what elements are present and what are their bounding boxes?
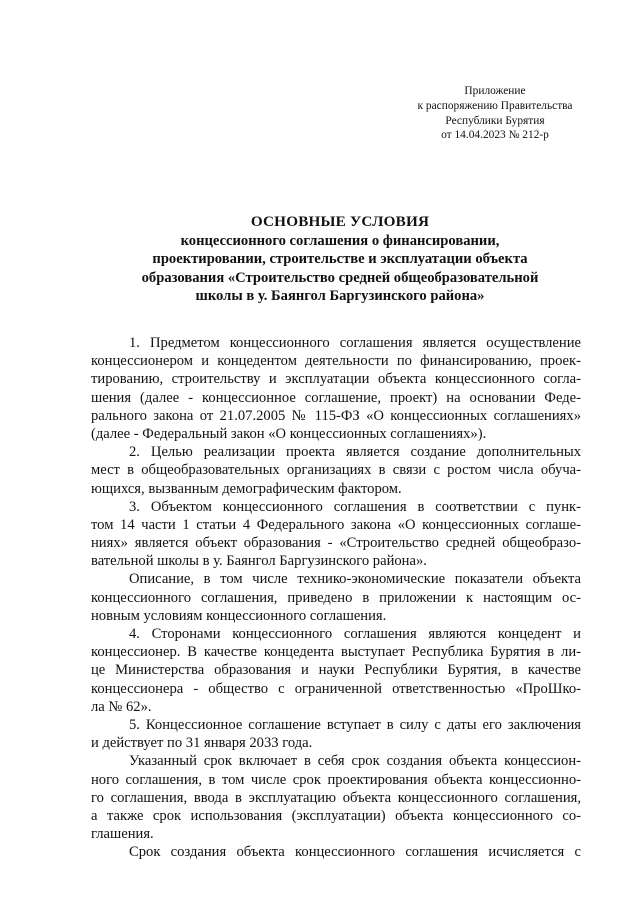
body-line: ного соглашения, в том числе срок проектирования объекта концессионно- [91,771,581,788]
body-line: 3. Объектом концессионного соглашения в соответствии с пунк- [129,498,581,515]
body-line: (далее - Федеральный закон «О концессионных соглашениях»). [91,425,487,442]
subtitle-line: образования «Строительство средней общеобразовательной [141,269,539,286]
body-line: го соглашения, ввода в эксплуатацию объекта концессионного соглашения, [91,789,581,806]
body-line: ниях» является объект образования - «Строительство средней общеобразо- [91,535,581,552]
subtitle-line: концессионного соглашения о финансировании, [180,232,500,249]
body-line: тированию, строительству и эксплуатации объекта концессионного согла- [91,371,581,388]
appendix-line: к распоряжению Правительства [417,99,573,112]
body-line: вательной школы в у. Баянгол Баргузинского района». [91,553,427,570]
subtitle-line: проектировании, строительстве и эксплуатации объекта [152,251,528,267]
body-line: 5. Концессионное соглашение вступает в силу с даты его заключения [129,716,581,733]
body-line: 1. Предметом концессионного соглашения является осуществление [129,335,581,351]
appendix-line: от 14.04.2023 № 212-р [441,129,549,142]
body-line: концессионного соглашения, приведено в приложении к настоящим ос- [91,589,581,606]
body-line: Указанный срок включает в себя срок создания объекта концессион- [129,753,581,770]
appendix-line: Республики Бурятия [445,114,545,127]
body-line: а также срок использования (эксплуатации) объекта концессионного со- [91,807,581,824]
body-line: и действует по 31 января 2033 года. [91,735,313,752]
body-line: том 14 части 1 статьи 4 Федерального закона «О концессионных соглаше- [91,516,581,533]
body-line: ла № 62». [91,698,152,715]
body-line: новным условиям концессионного соглашения. [91,607,387,624]
body-line: це Министерства образования и науки Республики Бурятия, в качестве [91,662,581,679]
body-line: концессионером и концедентом деятельности по финансированию, проек- [91,353,581,370]
body-line: Срок создания объекта концессионного соглашения исчисляется с [129,844,581,861]
body-line: Описание, в том числе технико-экономические показатели объекта [129,571,581,588]
body-line: 2. Целью реализации проекта является создание дополнительных [129,444,581,461]
body-line: 4. Сторонами концессионного соглашения являются концедент и [129,626,581,642]
body-line: концессионера - общество с ограниченной ответственностью «ПроШко- [91,680,581,697]
subtitle-line: школы в у. Баянгол Баргузинского района» [195,288,485,304]
body-line: рального закона от 21.07.2005 № 115-ФЗ «О концессионных соглашениях» [91,407,581,424]
body-line: глашения. [91,826,154,843]
body-line: шения (далее - концессионное соглашение, проект) на основании Феде- [91,389,581,406]
body-line: концессионер. В качестве концедента выступает Республика Бурятия в ли- [91,644,581,661]
document-body [91,334,581,861]
appendix-header [360,84,630,143]
body-line: ющихся, вызванным демографическим фактором. [91,480,402,497]
main-title: ОСНОВНЫЕ УСЛОВИЯ [250,213,430,230]
document-title [90,213,590,306]
appendix-line: Приложение [464,85,526,97]
body-line: мест в общеобразовательных организациях в связи с ростом числа обуча- [91,462,581,479]
